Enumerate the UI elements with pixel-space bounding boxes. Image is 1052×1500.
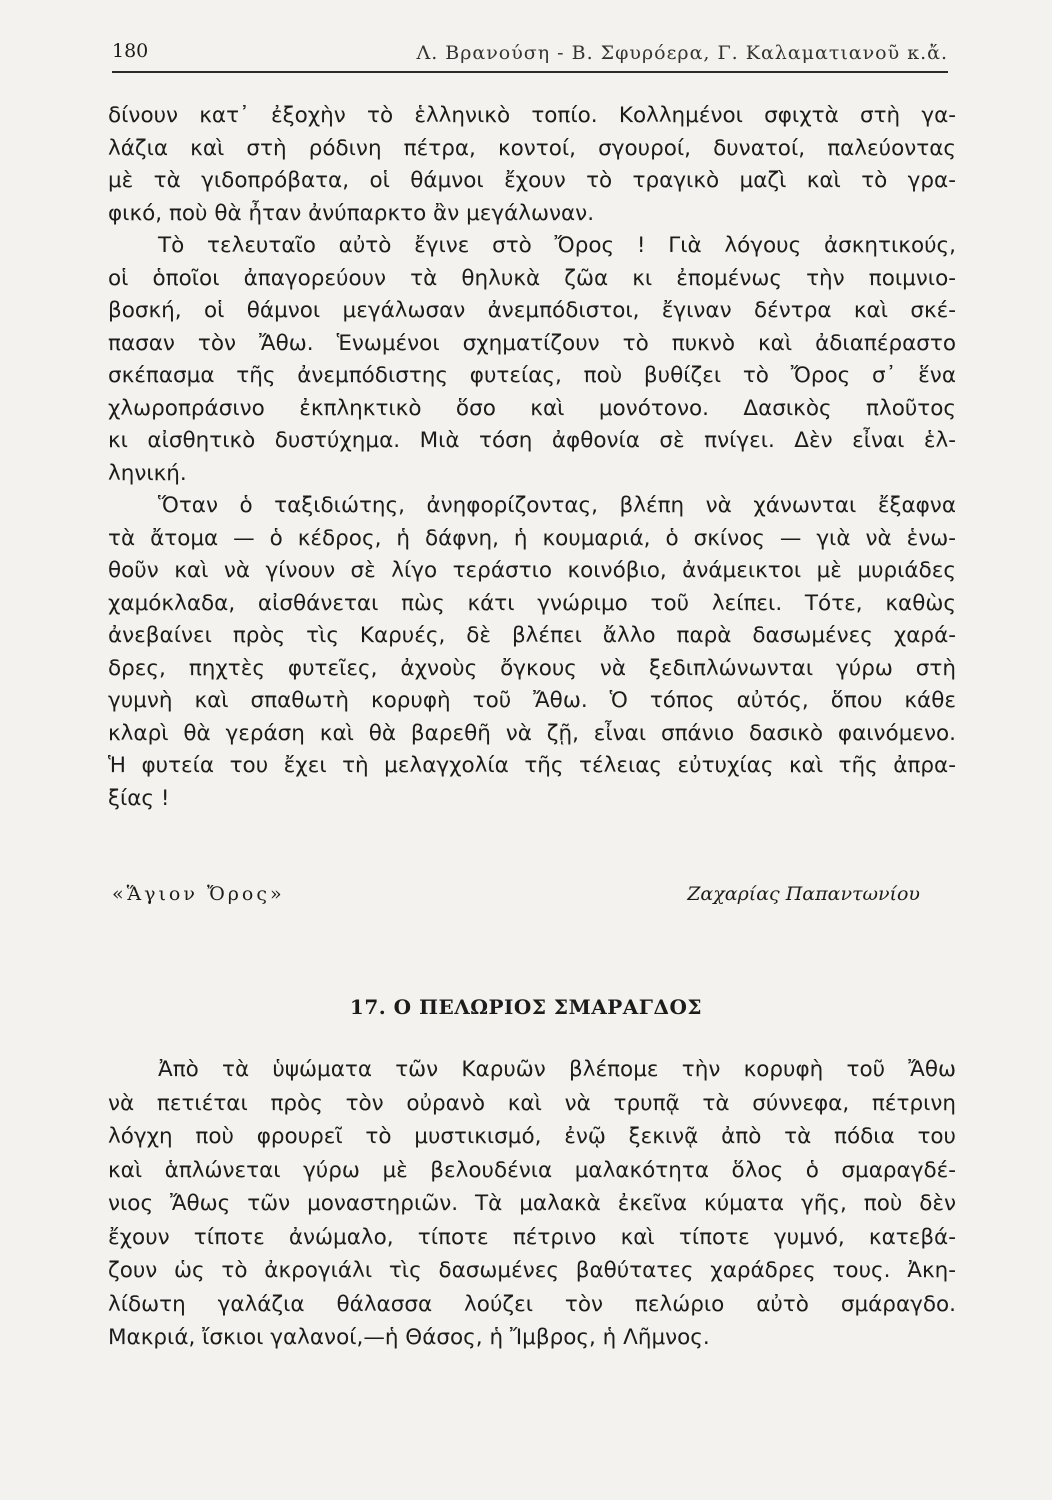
text-line: Ἡ φυτεία του ἔχει τὴ μελαγχολία τῆς τέλειας εὐτυχίας καὶ τῆς ἀπρα-	[108, 753, 956, 778]
text-line: χλωροπράσινο ἐκπληκτικὸ ὅσο καὶ μονότονο. Δασικὸς πλοῦτος	[108, 395, 956, 421]
text-line: νιος Ἄθως τῶν μοναστηριῶν. Τὰ μαλακὰ ἐκεῖνα κύματα γῆς, ποὺ δὲν	[108, 1191, 956, 1216]
text-line: φικό, ποὺ θὰ ἦταν ἀνύπαρκτο ἂν μεγάλωναν.	[108, 200, 595, 226]
text-line: λίδωτη γαλάζια θάλασσα λούζει τὸν πελώριο αὐτὸ σμάραγδο.	[108, 1291, 956, 1317]
excerpt-body	[108, 100, 956, 815]
running-head: Λ. Βρανούση - Β. Σφυρόερα, Γ. Καλαματιανοῦ κ.ἄ.	[416, 42, 948, 64]
text-line: γυμνὴ καὶ σπαθωτὴ κορυφὴ τοῦ Ἄθω. Ὁ τόπος αὐτός, ὅπου κάθε	[108, 688, 956, 713]
header-rule	[112, 71, 948, 73]
text-line: Ὅταν ὁ ταξιδιώτης, ἀνηφορίζοντας, βλέπη νὰ χάνωνται ἔξαφνα	[158, 493, 956, 518]
page-number: 180	[112, 40, 149, 62]
text-line: τὰ ἄτομα — ὁ κέδρος, ἡ δάφνη, ἡ κουμαριά, ὁ σκίνος — γιὰ νὰ ἑνω-	[108, 525, 956, 551]
source-author: Ζαχαρίας Παπαντωνίου	[687, 883, 920, 905]
text-line: Ἀπὸ τὰ ὑψώματα τῶν Καρυῶν βλέπομε τὴν κορυφὴ τοῦ Ἄθω	[158, 1057, 956, 1082]
text-line: κι αἰσθητικὸ δυστύχημα. Μιὰ τόση ἀφθονία σὲ πνίγει. Δὲν εἶναι ἑλ-	[108, 428, 956, 453]
text-line: θοῦν καὶ νὰ γίνουν σὲ λίγο τεράστιο κοινόβιο, ἀνάμεικτοι μὲ μυριάδες	[108, 558, 956, 583]
text-line: καὶ ἁπλώνεται γύρω μὲ βελουδένια μαλακότητα ὅλος ὁ σμαραγδέ-	[108, 1157, 956, 1183]
source-title: «Ἅγιον Ὄρος»	[112, 883, 285, 905]
text-line: Μακριά, ἴσκιοι γαλανοί,—ἡ Θάσος, ἡ Ἴμβρος, ἡ Λῆμνος.	[108, 1325, 710, 1350]
text-line: ληνική.	[108, 460, 187, 486]
text-line: νὰ πετιέται πρὸς τὸν οὐρανὸ καὶ νὰ τρυπᾷ τὰ σύννεφα, πέτρινη	[108, 1090, 956, 1116]
text-line: λάζια καὶ στὴ ρόδινη πέτρα, κοντοί, σγουροί, δυνατοί, παλεύοντας	[108, 135, 956, 161]
section-body	[108, 1053, 956, 1355]
text-line: Τὸ τελευταῖο αὐτὸ ἔγινε στὸ Ὄρος ! Γιὰ λόγους ἀσκητικούς,	[158, 233, 956, 258]
text-line: οἱ ὁποῖοι ἀπαγορεύουν τὰ θηλυκὰ ζῶα κι ἐπομένως τὴν ποιμνιο-	[108, 265, 956, 291]
text-line: χαμόκλαδα, αἰσθάνεται πὼς κάτι γνώριμο τοῦ λείπει. Τότε, καθὼς	[108, 590, 956, 616]
section-title: 17. Ο ΠΕΛΩΡΙΟΣ ΣΜΑΡΑΓΔΟΣ	[349, 995, 703, 1019]
excerpt-source	[112, 883, 920, 915]
text-line: λόγχη ποὺ φρουρεῖ τὸ μυστικισμό, ἐνῷ ξεκινᾷ ἀπὸ τὰ πόδια του	[108, 1124, 956, 1149]
text-line: δίνουν κατ᾽ ἐξοχὴν τὸ ἑλληνικὸ τοπίο. Κολλημένοι σφιχτὰ στὴ γα-	[108, 103, 956, 128]
text-line: ἀνεβαίνει πρὸς τὶς Καρυές, δὲ βλέπει ἄλλο παρὰ δασωμένες χαρά-	[108, 623, 956, 648]
text-line: βοσκή, οἱ θάμνοι μεγάλωσαν ἀνεμπόδιστοι, ἔγιναν δέντρα καὶ σκέ-	[108, 298, 956, 323]
text-line: πασαν τὸν Ἄθω. Ἑνωμένοι σχηματίζουν τὸ πυκνὸ καὶ ἀδιαπέραστο	[108, 330, 956, 356]
text-line: ξίας !	[108, 785, 170, 811]
text-line: ἔχουν τίποτε ἀνώμαλο, τίποτε πέτρινο καὶ τίποτε γυμνό, κατεβά-	[108, 1224, 956, 1250]
page-header	[112, 40, 948, 74]
text-line: δρες, πηχτὲς φυτεῖες, ἀχνοὺς ὄγκους νὰ ξεδιπλώνωνται γύρω στὴ	[108, 655, 956, 681]
text-line: σκέπασμα τῆς ἀνεμπόδιστης φυτείας, ποὺ βυθίζει τὸ Ὄρος σ᾽ ἕνα	[108, 363, 956, 388]
text-line: μὲ τὰ γιδοπρόβατα, οἱ θάμνοι ἔχουν τὸ τραγικὸ μαζὶ καὶ τὸ γρα-	[108, 168, 956, 193]
text-line: ζουν ὡς τὸ ἀκρογιάλι τὶς δασωμένες βαθύτατες χαράδρες τους. Ἀκη-	[108, 1258, 956, 1283]
text-line: κλαρὶ θὰ γεράση καὶ θὰ βαρεθῆ νὰ ζῇ, εἶναι σπάνιο δασικὸ φαινόμενο.	[108, 720, 956, 746]
